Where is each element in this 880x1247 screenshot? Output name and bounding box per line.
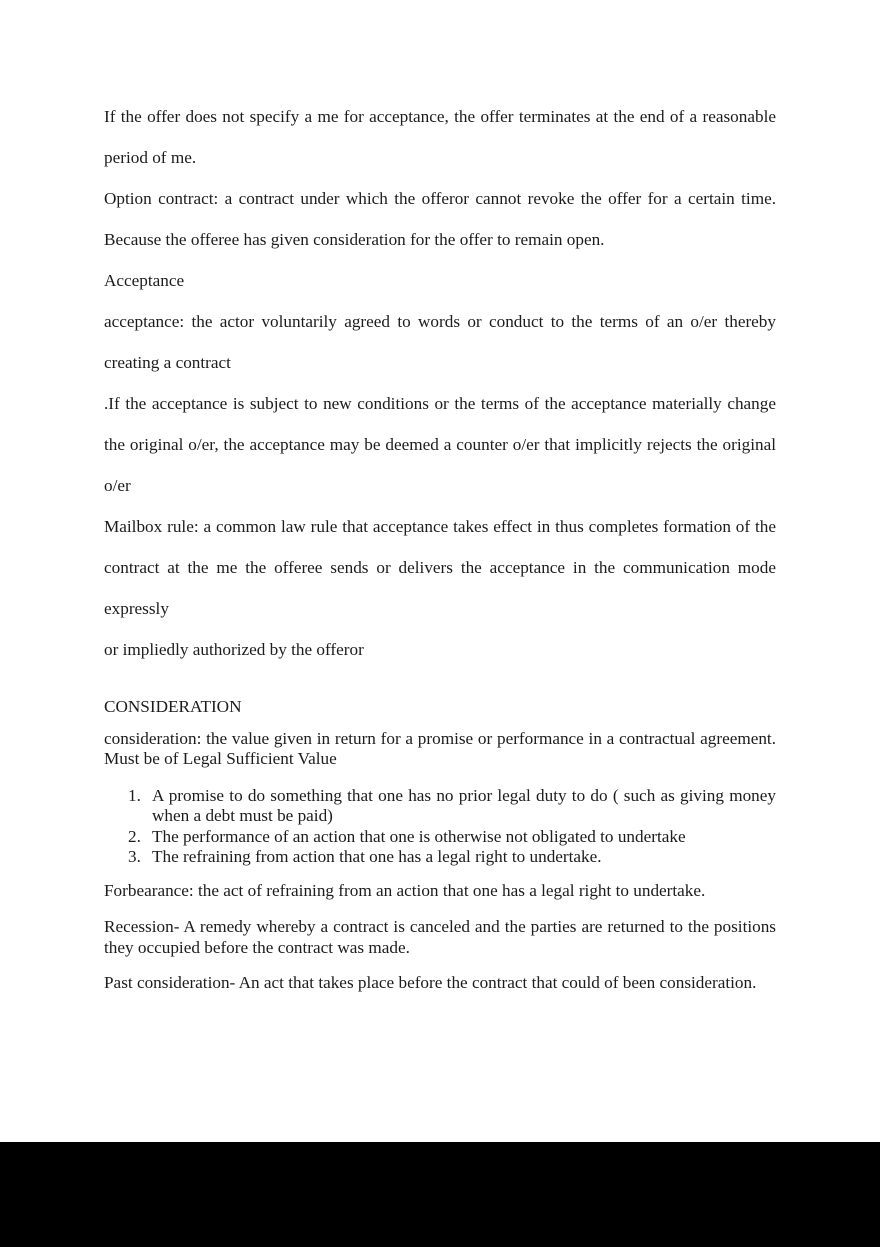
list-item-number: 1.: [128, 785, 141, 805]
consideration-section: [104, 697, 776, 994]
list-item-text: The performance of an action that one is otherwise not obligated to undertake: [152, 826, 686, 846]
paragraph-mailbox-rule: Mailbox rule: a common law rule that acceptance takes effect in thus completes formation of the contract at the me the offeree sends or delivers the acceptance in the communication mode expressly: [104, 517, 776, 618]
paragraph-counter-offer: .If the acceptance is subject to new conditions or the terms of the acceptance materially change the original o/er, the acceptance may be deemed a counter o/er that implicitly rejects the original o/er: [104, 394, 776, 495]
list-item: [104, 827, 776, 848]
paragraph-recession: Recession- A remedy whereby a contract is canceled and the parties are returned to the positions they occupied before the contract was made.: [104, 917, 776, 957]
list-item-text: The refraining from action that one has a legal right to undertake.: [152, 847, 602, 866]
consideration-list: [104, 786, 776, 868]
offer-acceptance-section: [104, 96, 776, 670]
paragraph-consideration-definition: consideration: the value given in return for a promise or performance in a contractual agreement. Must be of Legal Sufficient Value: [104, 728, 776, 768]
paragraph-offeror-authorization: or impliedly authorized by the offeror: [104, 640, 364, 659]
list-item: [104, 786, 776, 827]
list-item-number: 2.: [128, 826, 141, 846]
paragraph-past-consideration: Past consideration- An act that takes place before the contract that could of been consideration.: [104, 973, 757, 992]
paragraph-option-contract: Option contract: a contract under which the offeror cannot revoke the offer for a certain time. Because the offeree has given consideration for the offer to remain open.: [104, 189, 776, 249]
list-item: [104, 847, 776, 868]
list-item-text: A promise to do something that one has no prior legal duty to do ( such as giving money when a debt must be paid): [152, 785, 776, 825]
document-content: [104, 96, 776, 994]
page-edge-black-region: [0, 1142, 880, 1247]
heading-consideration: CONSIDERATION: [104, 697, 242, 716]
list-item-number: 3.: [128, 847, 141, 866]
paragraph-acceptance-definition: acceptance: the actor voluntarily agreed to words or conduct to the terms of an o/er thereby creating a contract: [104, 312, 776, 372]
paragraph-offer-termination: If the offer does not specify a me for acceptance, the offer terminates at the end of a reasonable period of me.: [104, 107, 776, 167]
heading-acceptance: Acceptance: [104, 271, 185, 290]
paragraph-forbearance: Forbearance: the act of refraining from an action that one has a legal right to undertake.: [104, 880, 706, 900]
